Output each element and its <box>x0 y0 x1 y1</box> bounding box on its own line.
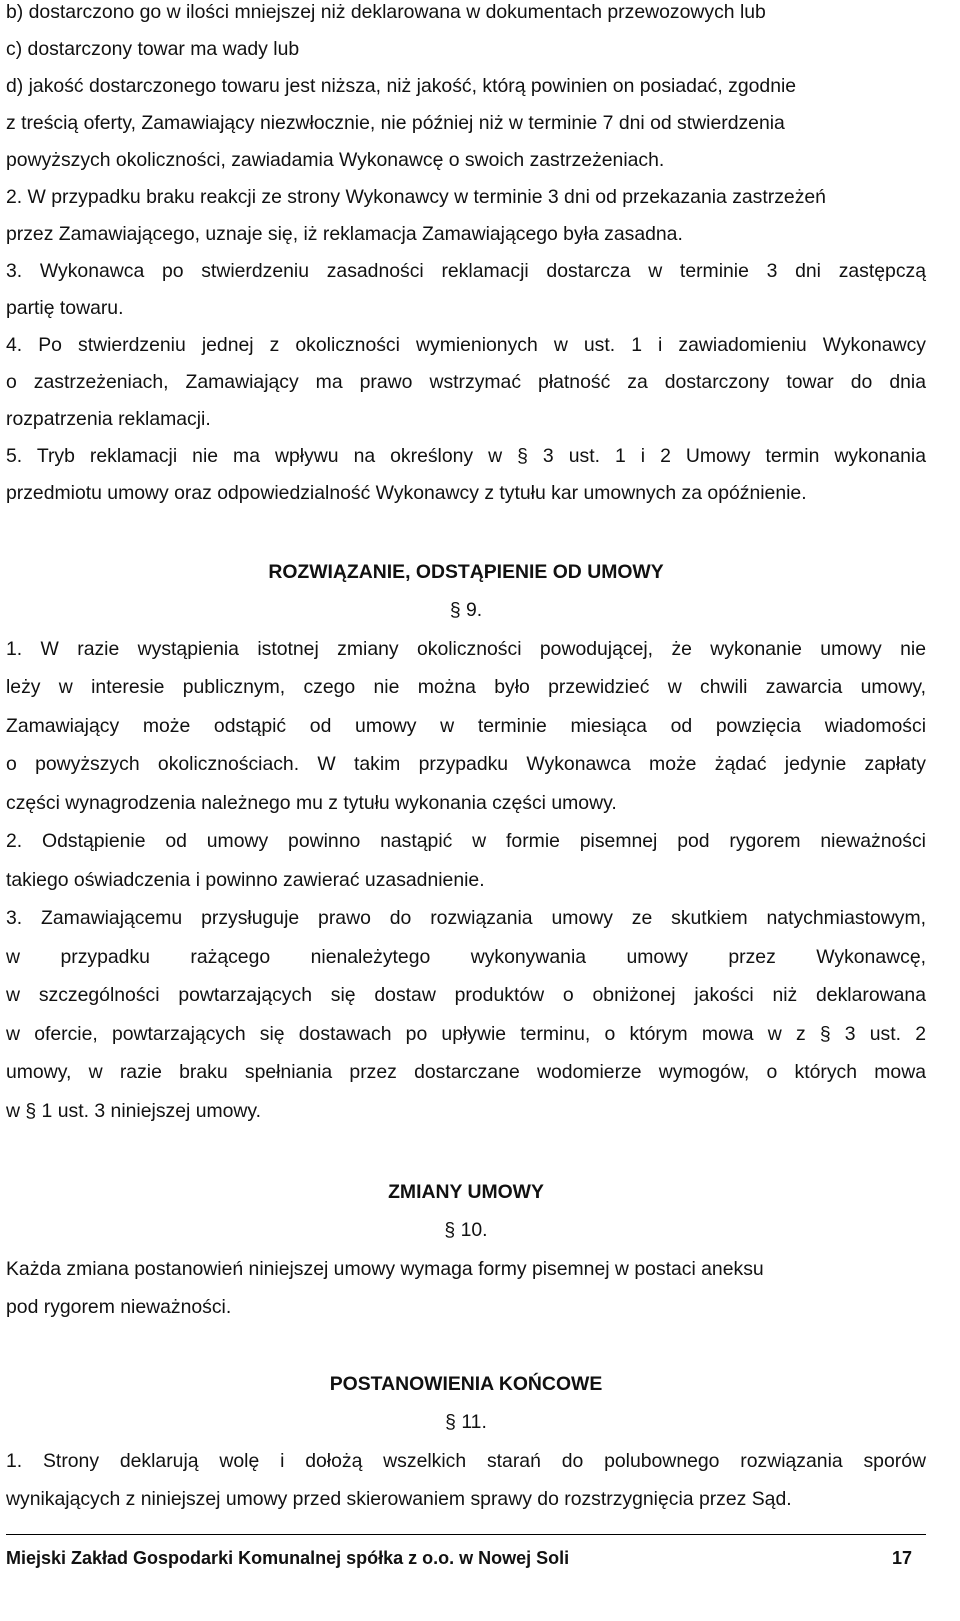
text-line: 4. Po stwierdzeniu jednej z okoliczności wymienionych w ust. 1 i zawiadomieniu Wykonawcy <box>6 334 926 356</box>
text-line: takiego oświadczenia i powinno zawierać uzasadnienie. <box>6 869 485 891</box>
text-line: b) dostarczono go w ilości mniejszej niż deklarowana w dokumentach przewozowych lub <box>6 1 766 23</box>
text-line: w ofercie, powtarzających się dostawach po upływie terminu, o którym mowa w z § 3 ust. 2 <box>6 1023 926 1045</box>
text-line: przez Zamawiającego, uznaje się, iż reklamacja Zamawiającego była zasadna. <box>6 223 683 245</box>
text-line: 3. Zamawiającemu przysługuje prawo do rozwiązania umowy ze skutkiem natychmiastowym, <box>6 907 926 929</box>
section-heading: POSTANOWIENIA KOŃCOWE <box>329 1373 603 1395</box>
text-line: umowy, w razie braku spełniania przez dostarczane wodomierze wymogów, o których mowa <box>6 1061 926 1083</box>
text-line: 1. Strony deklarują wolę i dołożą wszelkich starań do polubownego rozwiązania sporów <box>6 1450 926 1472</box>
section-heading: ZMIANY UMOWY <box>388 1181 544 1203</box>
text-line: w przypadku rażącego nienależytego wykonywania umowy przez Wykonawcę, <box>6 946 926 968</box>
text-line: 2. Odstąpienie od umowy powinno nastąpić w formie pisemnej pod rygorem nieważności <box>6 830 926 852</box>
section-heading: ROZWIĄZANIE, ODSTĄPIENIE OD UMOWY <box>268 561 664 583</box>
text-line: partię towaru. <box>6 297 124 319</box>
text-line: powyższych okoliczności, zawiadamia Wykonawcę o swoich zastrzeżeniach. <box>6 149 665 171</box>
paragraph-number: § 11. <box>445 1411 487 1433</box>
text-line: leży w interesie publicznym, czego nie można było przewidzieć w chwili zawarcia umowy, <box>6 676 926 698</box>
page-number: 17 <box>891 1548 912 1568</box>
paragraph-number: § 9. <box>449 599 483 621</box>
text-line: o zastrzeżeniach, Zamawiający ma prawo wstrzymać płatność za dostarczony towar do dnia <box>6 371 926 393</box>
text-line: 5. Tryb reklamacji nie ma wpływu na określony w § 3 ust. 1 i 2 Umowy termin wykonania <box>6 445 926 467</box>
text-line: 3. Wykonawca po stwierdzeniu zasadności reklamacji dostarcza w terminie 3 dni zastępczą <box>6 260 926 282</box>
paragraph-number: § 10. <box>444 1219 488 1241</box>
footer-divider <box>6 1534 926 1535</box>
text-line: c) dostarczony towar ma wady lub <box>6 38 300 60</box>
text-line: w szczególności powtarzających się dostaw produktów o obniżonej jakości niż deklarowana <box>6 984 926 1006</box>
text-line: Każda zmiana postanowień niniejszej umowy wymaga formy pisemnej w postaci aneksu <box>6 1258 764 1280</box>
text-line: 2. W przypadku braku reakcji ze strony Wykonawcy w terminie 3 dni od przekazania zastrzeżeń <box>6 186 826 208</box>
text-line: przedmiotu umowy oraz odpowiedzialność Wykonawcy z tytułu kar umownych za opóźnienie. <box>6 482 807 504</box>
text-line: części wynagrodzenia należnego mu z tytułu wykonania części umowy. <box>6 792 617 814</box>
text-line: rozpatrzenia reklamacji. <box>6 408 211 430</box>
text-line: pod rygorem nieważności. <box>6 1296 232 1318</box>
text-line: w § 1 ust. 3 niniejszej umowy. <box>6 1100 262 1122</box>
text-line: 1. W razie wystąpienia istotnej zmiany okoliczności powodującej, że wykonanie umowy nie <box>6 638 926 660</box>
text-line: wynikających z niniejszej umowy przed skierowaniem sprawy do rozstrzygnięcia przez Sąd. <box>6 1488 792 1510</box>
text-line: Zamawiający może odstąpić od umowy w terminie miesiąca od powzięcia wiadomości <box>6 715 926 737</box>
text-line: z treścią oferty, Zamawiający niezwłocznie, nie później niż w terminie 7 dni od stwierdzenia <box>6 112 785 134</box>
footer-company: Miejski Zakład Gospodarki Komunalnej spółka z o.o. w Nowej Soli <box>6 1548 570 1568</box>
text-line: o powyższych okolicznościach. W takim przypadku Wykonawca może żądać jedynie zapłaty <box>6 753 926 775</box>
text-line: d) jakość dostarczonego towaru jest niższa, niż jakość, którą powinien on posiadać, zgodnie <box>6 75 797 97</box>
